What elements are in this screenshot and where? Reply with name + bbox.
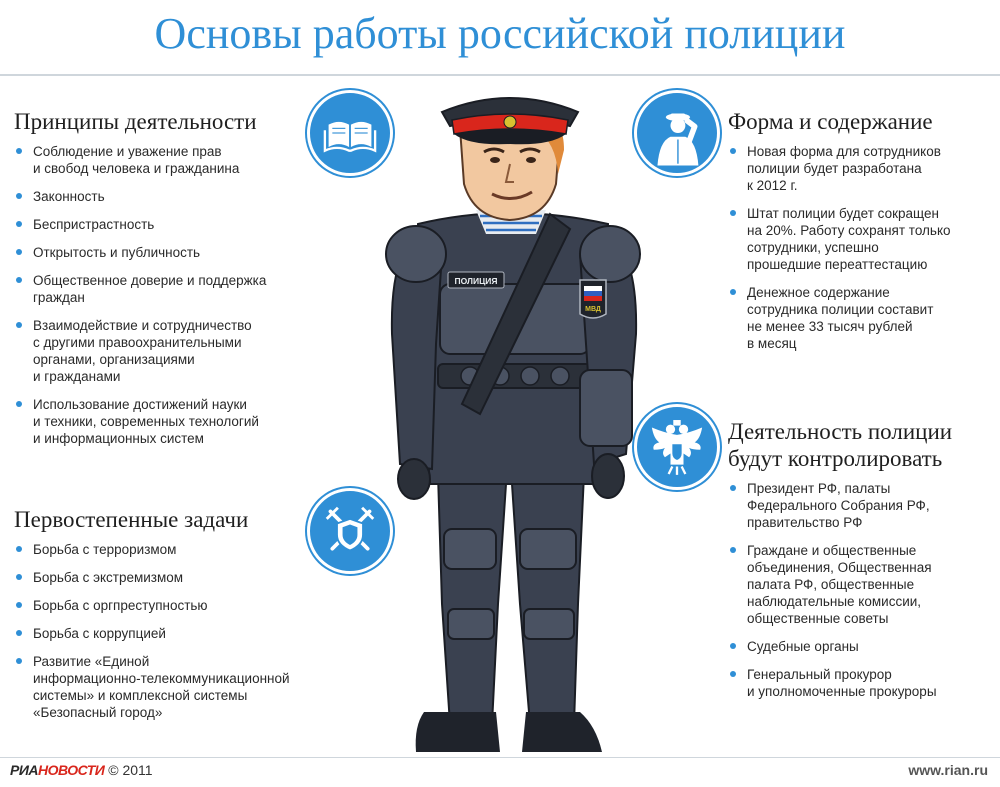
principles-section [14,108,314,458]
tasks-item: Борьба с экстремизмом [14,569,344,586]
principles-item: Использование достижений науки и техники, современных технологий и информационных систем [14,396,314,447]
principles-list [14,143,314,447]
control-item: Президент РФ, палаты Федерального Собрания РФ, правительство РФ [728,480,990,531]
principles-item: Соблюдение и уважение прав и свобод человека и гражданина [14,143,314,177]
principles-item: Беспристрастность [14,216,314,233]
uniform-item: Денежное содержание сотрудника полиции составит не менее 33 тысяч рублей в месяц [728,284,990,352]
footer-credit [10,762,153,778]
principles-item: Открытость и публичность [14,244,314,261]
control-item: Судебные органы [728,638,990,655]
police-officer-illustration [380,84,650,760]
control-section [728,418,990,711]
principles-item: Законность [14,188,314,205]
uniform-list [728,143,990,352]
control-heading-line2: будут контролировать [728,446,943,471]
control-list [728,480,990,700]
control-heading-line1: Деятельность полиции [728,419,953,444]
tasks-list [14,541,344,721]
title-divider [0,74,1000,76]
uniform-heading: Форма и содержание [728,109,933,134]
page-title: Основы работы российской полиции [154,9,846,58]
tasks-heading: Первостепенные задачи [14,507,249,532]
tasks-section [14,506,344,732]
footer-url-link[interactable]: www.rian.ru [908,762,988,778]
uniform-section [728,108,990,363]
tasks-item: Борьба с терроризмом [14,541,344,558]
tasks-item: Развитие «Единой информационно-телекоммуникационной системы» и комплексной системы «Безопасный город» [14,653,344,721]
principles-heading: Принципы деятельности [14,109,257,134]
control-item: Генеральный прокурор и уполномоченные прокуроры [728,666,990,700]
tasks-item: Борьба с коррупцией [14,625,344,642]
principles-item: Взаимодействие и сотрудничество с другими правоохранительными органами, организациями и гражданами [14,317,314,385]
tasks-item: Борьба с оргпреступностью [14,597,344,614]
uniform-item: Новая форма для сотрудников полиции будет разработана к 2012 г. [728,143,990,194]
control-item: Граждане и общественные объединения, Общественная палата РФ, общественные наблюдательные комиссии, общественные советы [728,542,990,627]
copyright-text: © 2011 [108,762,153,778]
principles-item: Общественное доверие и поддержка граждан [14,272,314,306]
brand-logo[interactable]: РИАНОВОСТИ [10,762,105,778]
footer-divider [0,757,1000,758]
sleeve-patch-text: МВД [585,306,601,313]
uniform-item: Штат полиции будет сокращен на 20%. Работу сохранят только сотрудники, успешно прошедшие переаттестацию [728,205,990,273]
chest-patch-text: ПОЛИЦИЯ [454,276,498,286]
